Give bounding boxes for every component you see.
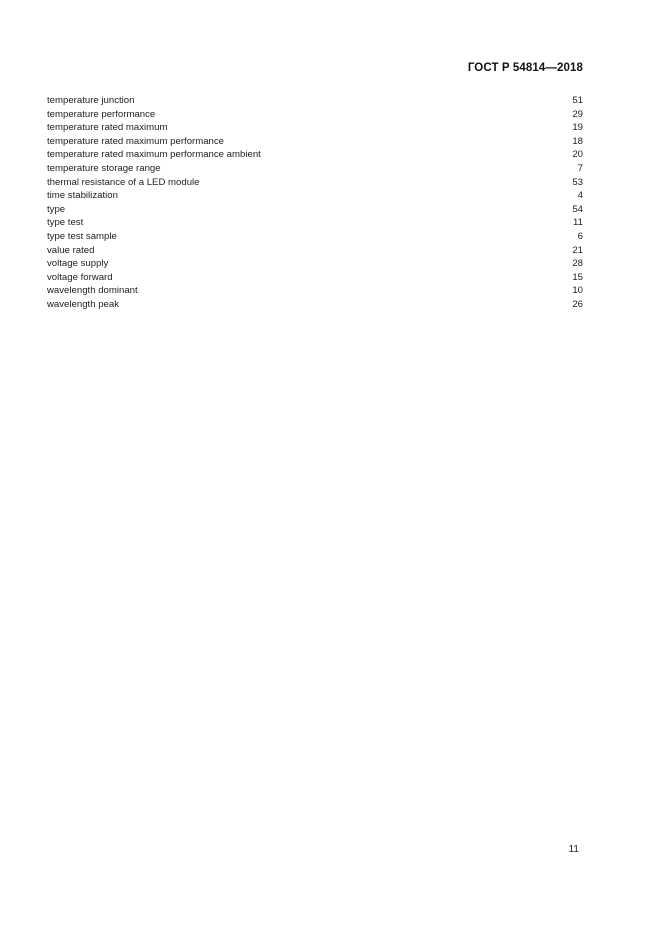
index-entry: [47, 148, 583, 162]
index-term: wavelength dominant: [47, 285, 138, 297]
index-term: temperature rated maximum: [47, 122, 168, 134]
document-header-title: ГОСТ Р 54814—2018: [467, 62, 583, 74]
index-entry: [47, 203, 583, 217]
index-entry: [47, 284, 583, 298]
index-page-ref: 7: [577, 162, 583, 174]
alphabetical-index: [47, 94, 583, 312]
index-entry: [47, 230, 583, 244]
index-page-ref: 29: [572, 108, 583, 120]
index-entry: [47, 189, 583, 203]
index-entry: [47, 121, 583, 135]
index-page-ref: 53: [572, 176, 583, 188]
index-page-ref: 26: [572, 298, 583, 310]
index-term: temperature performance: [47, 108, 156, 120]
index-term: temperature rated maximum performance: [47, 135, 225, 147]
index-page-ref: 4: [577, 190, 583, 202]
index-page-ref: 10: [572, 285, 583, 297]
index-entry: [47, 176, 583, 190]
index-entry: [47, 162, 583, 176]
index-page-ref: 21: [572, 244, 583, 256]
index-term: time stabilization: [47, 190, 118, 202]
index-term: thermal resistance of a LED module: [47, 176, 200, 188]
index-page-ref: 28: [572, 258, 583, 270]
index-page-ref: 19: [572, 122, 583, 134]
index-term: wavelength peak: [47, 298, 120, 310]
index-term: temperature rated maximum performance ambient: [47, 149, 261, 161]
page-number: 11: [568, 844, 579, 855]
index-page-ref: 11: [573, 217, 583, 229]
index-entry: [47, 298, 583, 312]
index-entry: [47, 216, 583, 230]
index-term: type test: [47, 217, 84, 229]
index-page-ref: 54: [572, 203, 583, 215]
index-term: temperature junction: [47, 95, 135, 106]
index-term: voltage supply: [47, 258, 109, 270]
index-term: value rated: [47, 244, 95, 256]
index-page-ref: 51: [572, 95, 583, 106]
index-term: type test sample: [47, 230, 117, 242]
index-entry: [47, 271, 583, 285]
index-term: voltage forward: [47, 271, 113, 283]
index-page-ref: 18: [572, 135, 583, 147]
index-entry: [47, 257, 583, 271]
index-page-ref: 20: [572, 149, 583, 161]
index-entry: [47, 94, 583, 108]
index-entry: [47, 108, 583, 122]
index-page-ref: 6: [577, 230, 583, 242]
index-page-ref: 15: [572, 271, 583, 283]
index-entry: [47, 135, 583, 149]
index-term: type: [47, 203, 66, 215]
index-term: temperature storage range: [47, 162, 161, 174]
index-entry: [47, 244, 583, 258]
